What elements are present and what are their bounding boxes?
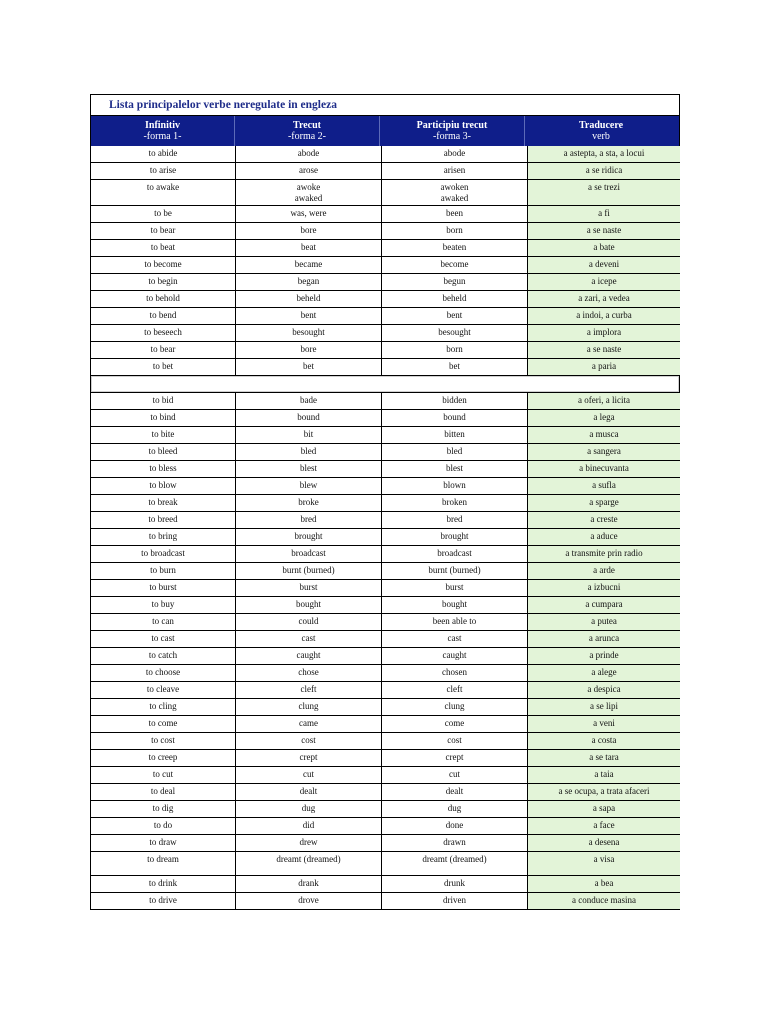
cell-participle: begun [382,274,527,290]
cell-infinitive: to bear [91,223,235,239]
cell-participle: bled [382,444,527,460]
cell-infinitive: to draw [91,835,235,851]
cell-translation: a deveni [528,257,680,273]
table-row [91,410,679,426]
table-row [91,631,679,647]
table-row [91,146,679,162]
table-row [91,512,679,528]
cell-infinitive: to cleave [91,682,235,698]
table-row [91,648,679,664]
cell-past: bit [236,427,381,443]
cell-translation: a binecuvanta [528,461,680,477]
cell-past: dreamt (dreamed) [236,852,381,875]
cell-translation: a face [528,818,680,834]
cell-past: abode [236,146,381,162]
cell-past: bade [236,393,381,409]
table-row [91,546,679,562]
header-sublabel: -forma 3- [432,131,472,142]
table-row [91,893,679,909]
cell-past: dealt [236,784,381,800]
table-row [91,274,679,290]
cell-participle: born [382,342,527,358]
table-row [91,223,679,239]
cell-translation: a despica [528,682,680,698]
cell-translation: a transmite prin radio [528,546,680,562]
cell-participle: bidden [382,393,527,409]
cell-participle: brought [382,529,527,545]
cell-past: bent [236,308,381,324]
cell-past: awoke awaked [236,180,381,205]
cell-participle: clung [382,699,527,715]
cell-infinitive: to bring [91,529,235,545]
cell-translation: a se ridica [528,163,680,179]
cell-past: brought [236,529,381,545]
cell-translation: a se tara [528,750,680,766]
cell-translation: a alege [528,665,680,681]
table-row [91,597,679,613]
cell-translation: a icepe [528,274,680,290]
cell-participle: become [382,257,527,273]
cell-participle: bought [382,597,527,613]
table-row [91,163,679,179]
cell-infinitive: to bear [91,342,235,358]
cell-participle: cast [382,631,527,647]
cell-past: bred [236,512,381,528]
cell-infinitive: to begin [91,274,235,290]
table-title: Lista principalelor verbe neregulate in engleza [90,94,680,116]
cell-translation: a arunca [528,631,680,647]
cell-infinitive: to bite [91,427,235,443]
cell-infinitive: to drink [91,876,235,892]
header-translation [525,116,677,146]
cell-participle: burnt (burned) [382,563,527,579]
cell-infinitive: to buy [91,597,235,613]
cell-past: burnt (burned) [236,563,381,579]
cell-infinitive: to break [91,495,235,511]
cell-participle: drunk [382,876,527,892]
cell-translation: a oferi, a licita [528,393,680,409]
cell-infinitive: to catch [91,648,235,664]
cell-past: drank [236,876,381,892]
cell-infinitive: to bend [91,308,235,324]
cell-participle: dug [382,801,527,817]
table-row [91,444,679,460]
cell-translation: a musca [528,427,680,443]
cell-past: crept [236,750,381,766]
cell-translation: a implora [528,325,680,341]
table-row [91,876,679,892]
table-body [90,146,680,910]
cell-participle: cost [382,733,527,749]
cell-past: broke [236,495,381,511]
cell-past: became [236,257,381,273]
cell-translation: a sufla [528,478,680,494]
cell-infinitive: to dream [91,852,235,875]
table-row [91,495,679,511]
cell-translation: a conduce masina [528,893,680,909]
cell-translation: a creste [528,512,680,528]
cell-past: cut [236,767,381,783]
cell-infinitive: to choose [91,665,235,681]
cell-past: bet [236,359,381,375]
cell-translation: a putea [528,614,680,630]
cell-translation: a se ocupa, a trata afaceri [528,784,680,800]
header-sublabel: -forma 1- [143,131,182,142]
cell-participle: abode [382,146,527,162]
cell-translation: a arde [528,563,680,579]
cell-infinitive: to cost [91,733,235,749]
cell-infinitive: to bet [91,359,235,375]
cell-infinitive: to drive [91,893,235,909]
cell-participle: broadcast [382,546,527,562]
cell-translation: a visa [528,852,680,875]
cell-translation: a zari, a vedea [528,291,680,307]
table-row [91,291,679,307]
cell-participle: burst [382,580,527,596]
table-row [91,563,679,579]
cell-past: caught [236,648,381,664]
cell-past: bore [236,342,381,358]
table-row [91,427,679,443]
cell-participle: cut [382,767,527,783]
cell-participle: bitten [382,427,527,443]
cell-participle: chosen [382,665,527,681]
cell-translation: a sangera [528,444,680,460]
cell-infinitive: to beseech [91,325,235,341]
cell-translation: a paria [528,359,680,375]
cell-past: chose [236,665,381,681]
cell-past: could [236,614,381,630]
table-row [91,682,679,698]
cell-past: beat [236,240,381,256]
cell-participle: blest [382,461,527,477]
cell-infinitive: to breed [91,512,235,528]
cell-past: arose [236,163,381,179]
cell-infinitive: to be [91,206,235,222]
cell-infinitive: to bid [91,393,235,409]
cell-past: came [236,716,381,732]
cell-infinitive: to burst [91,580,235,596]
cell-translation: a sparge [528,495,680,511]
cell-infinitive: to creep [91,750,235,766]
table-row [91,478,679,494]
cell-participle: crept [382,750,527,766]
table-row [91,393,679,409]
header-sublabel: -forma 2- [287,131,327,142]
cell-past: cleft [236,682,381,698]
cell-translation: a fi [528,206,680,222]
cell-infinitive: to bind [91,410,235,426]
cell-translation: a lega [528,410,680,426]
cell-infinitive: to broadcast [91,546,235,562]
cell-participle: dealt [382,784,527,800]
table-row [91,240,679,256]
cell-translation: a sapa [528,801,680,817]
cell-infinitive: to do [91,818,235,834]
cell-participle: arisen [382,163,527,179]
cell-translation: a bea [528,876,680,892]
cell-participle: come [382,716,527,732]
header-label: Trecut [293,120,321,131]
cell-infinitive: to can [91,614,235,630]
cell-participle: beheld [382,291,527,307]
table-row [91,257,679,273]
cell-past: blew [236,478,381,494]
cell-infinitive: to abide [91,146,235,162]
cell-participle: bred [382,512,527,528]
cell-past: besought [236,325,381,341]
table-row [91,461,679,477]
cell-translation: a se naste [528,342,680,358]
cell-participle: driven [382,893,527,909]
cell-translation: a izbucni [528,580,680,596]
table-row [91,325,679,341]
verb-table [90,94,680,910]
table-separator-row [91,376,679,392]
cell-participle: broken [382,495,527,511]
cell-past: bound [236,410,381,426]
cell-past: broadcast [236,546,381,562]
cell-infinitive: to bless [91,461,235,477]
header-participle [380,116,525,146]
table-row [91,784,679,800]
cell-translation: a se naste [528,223,680,239]
cell-past: dug [236,801,381,817]
cell-infinitive: to deal [91,784,235,800]
table-row [91,801,679,817]
table-row [91,359,679,375]
table-row [91,308,679,324]
cell-infinitive: to cut [91,767,235,783]
header-past [235,116,380,146]
header-label: Infinitiv [144,120,180,131]
cell-translation: a aduce [528,529,680,545]
cell-infinitive: to become [91,257,235,273]
cell-translation: a bate [528,240,680,256]
cell-infinitive: to awake [91,180,235,205]
cell-infinitive: to arise [91,163,235,179]
cell-participle: drawn [382,835,527,851]
cell-past: drew [236,835,381,851]
cell-translation: a cumpara [528,597,680,613]
table-row [91,180,679,205]
cell-infinitive: to behold [91,291,235,307]
cell-participle: blown [382,478,527,494]
cell-participle: bound [382,410,527,426]
cell-participle: beaten [382,240,527,256]
cell-translation: a indoi, a curba [528,308,680,324]
cell-past: bought [236,597,381,613]
cell-past: cost [236,733,381,749]
cell-translation: a se lipi [528,699,680,715]
table-row [91,665,679,681]
cell-participle: besought [382,325,527,341]
cell-past: began [236,274,381,290]
cell-infinitive: to dig [91,801,235,817]
cell-participle: bet [382,359,527,375]
cell-past: bled [236,444,381,460]
cell-translation: a astepta, a sta, a locui [528,146,680,162]
cell-infinitive: to cling [91,699,235,715]
header-sublabel: verb [592,131,610,142]
header-infinitive [91,116,235,146]
table-row [91,852,679,875]
cell-infinitive: to burn [91,563,235,579]
cell-translation: a desena [528,835,680,851]
table-row [91,767,679,783]
cell-past: did [236,818,381,834]
header-label: Traducere [578,120,624,131]
cell-past: blest [236,461,381,477]
cell-translation: a prinde [528,648,680,664]
table-row [91,699,679,715]
cell-infinitive: to come [91,716,235,732]
cell-participle: been [382,206,527,222]
cell-participle: dreamt (dreamed) [382,852,527,875]
table-row [91,818,679,834]
cell-past: clung [236,699,381,715]
cell-infinitive: to bleed [91,444,235,460]
table-row [91,206,679,222]
table-row [91,733,679,749]
cell-participle: cleft [382,682,527,698]
table-header [90,116,680,146]
table-row [91,580,679,596]
cell-participle: born [382,223,527,239]
cell-past: burst [236,580,381,596]
cell-translation: a taia [528,767,680,783]
cell-translation: a se trezi [528,180,680,205]
table-row [91,750,679,766]
cell-translation: a veni [528,716,680,732]
cell-past: bore [236,223,381,239]
cell-participle: bent [382,308,527,324]
cell-infinitive: to blow [91,478,235,494]
cell-participle: caught [382,648,527,664]
cell-past: was, were [236,206,381,222]
table-row [91,716,679,732]
cell-participle: been able to [382,614,527,630]
cell-infinitive: to beat [91,240,235,256]
cell-past: beheld [236,291,381,307]
table-row [91,342,679,358]
cell-participle: done [382,818,527,834]
cell-infinitive: to cast [91,631,235,647]
cell-past: drove [236,893,381,909]
table-row [91,835,679,851]
table-row [91,529,679,545]
table-row [91,614,679,630]
separator-cell [91,376,679,392]
cell-past: cast [236,631,381,647]
cell-translation: a costa [528,733,680,749]
header-label: Participiu trecut [416,120,488,131]
cell-participle: awoken awaked [382,180,527,205]
